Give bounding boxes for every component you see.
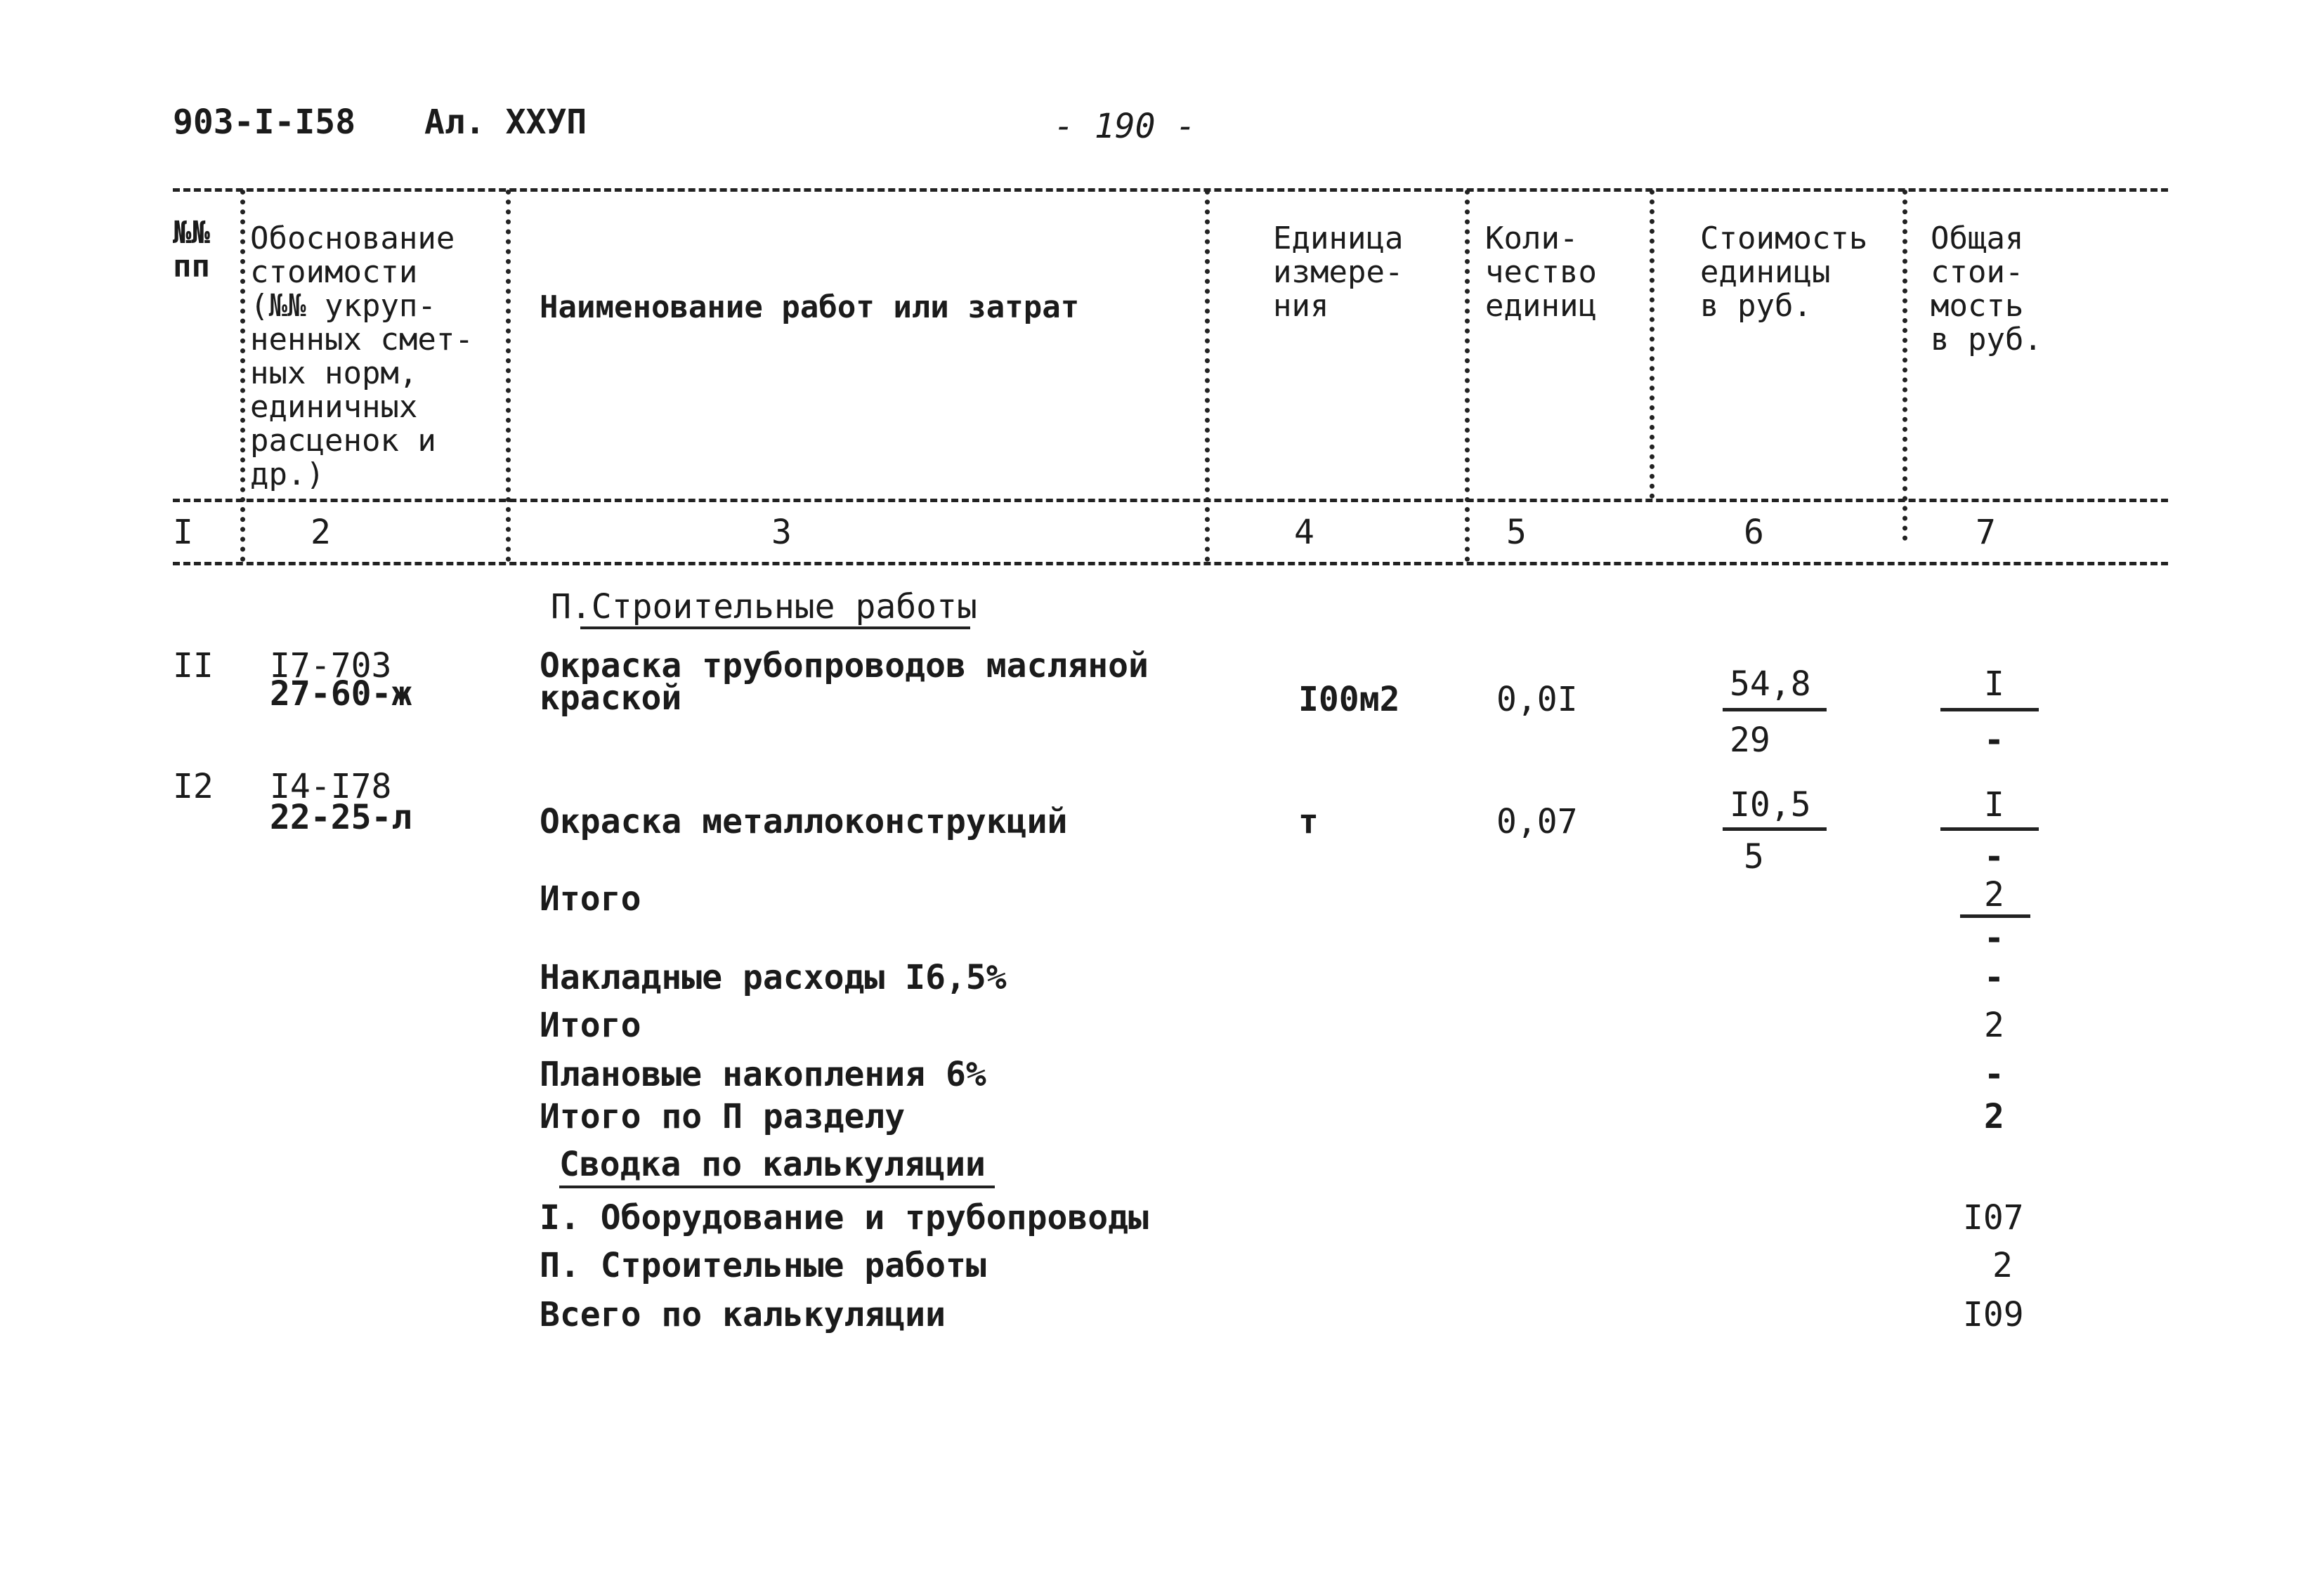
row-1-quantity: 0,0I [1496,680,1578,719]
row-1-unit-cost-fraction-bar [1723,708,1827,711]
summary-grand-total-label: Всего по калькуляции [540,1295,946,1334]
row-1-name-line-1: Окраска трубопроводов масляной [540,646,1149,685]
total-after-overhead-label: Итого [540,1006,641,1045]
row-2-unit-cost-fraction-bar [1723,827,1827,831]
header-col-unit-cost: Стоимость единицы в руб. [1700,221,1868,324]
summary-title-underline [559,1186,995,1188]
column-separator-3 [1205,190,1210,562]
row-1-total-numerator: I [1984,664,2004,704]
column-separator-2 [506,190,511,562]
row-1-basis-line-2: 27-60-ж [270,674,412,714]
column-separator-1 [240,190,245,562]
subtotal-fraction-bar [1960,914,2030,918]
header-col-basis: Обоснование стоимости (№№ укруп- ненных смет- ных норм, единичных расценок и др.) [250,221,474,492]
column-separator-6 [1902,190,1907,541]
row-1-basis-line-1: I7-703 [270,646,392,685]
section-total-value: 2 [1984,1097,2004,1136]
summary-equipment-label: I. Оборудование и трубопроводы [540,1198,1149,1237]
row-2-name: Окраска металлоконструкций [540,802,1068,841]
page-number: - 190 - [1054,107,1196,146]
header-col-quantity: Коли- чество единиц [1485,221,1597,324]
row-2-unit: т [1298,802,1319,841]
summary-title: Сводка по калькуляции [559,1145,986,1184]
row-2-unit-cost-denominator: 5 [1744,837,1764,876]
row-1-unit-cost-denominator: 29 [1730,721,1770,760]
row-1-total-fraction-bar [1940,708,2039,711]
header-bottom-rule [173,499,2168,502]
row-2-total-denominator: - [1984,837,2004,876]
row-2-number: I2 [173,767,214,806]
column-number-6: 6 [1744,513,1764,552]
table-top-rule [173,188,2168,192]
row-2-unit-cost-numerator: I0,5 [1730,785,1811,825]
summary-construction-label: П. Строительные работы [540,1246,986,1285]
column-number-4: 4 [1294,513,1314,552]
column-number-2: 2 [311,513,331,552]
header-col-name: Наименование работ или затрат [540,289,1080,325]
row-1-unit-cost-numerator: 54,8 [1730,664,1811,704]
subtotal-label: Итого [540,879,641,919]
document-code: 903-I-I58 [173,103,356,142]
row-1-unit: I00м2 [1298,680,1400,719]
header-col-number: №№ пп [173,215,210,284]
overhead-value: - [1984,958,2004,997]
summary-equipment-value: I07 [1963,1198,2024,1237]
column-separator-5 [1650,190,1654,499]
planned-savings-label: Плановые накопления 6% [540,1055,986,1094]
column-number-5: 5 [1506,513,1527,552]
row-1-number: II [173,646,214,685]
header-col-unit: Единица измере- ния [1273,221,1404,324]
subtotal-denominator: - [1984,919,2004,958]
column-number-3: 3 [771,513,792,552]
overhead-label: Накладные расходы I6,5% [540,958,1007,997]
section-title: П.Строительные работы [551,587,977,626]
row-2-total-numerator: I [1984,785,2004,825]
summary-construction-value: 2 [1992,1246,2013,1285]
section-total-label: Итого по П разделу [540,1097,906,1136]
column-separator-4 [1465,190,1470,562]
total-after-overhead-value: 2 [1984,1006,2004,1045]
row-2-basis-line-2: 22-25-л [270,798,412,837]
summary-grand-total-value: I09 [1963,1295,2024,1334]
album-number: Ал. XXУП [424,103,587,142]
column-number-1: I [173,513,193,552]
subtotal-numerator: 2 [1984,875,2004,914]
row-2-total-fraction-bar [1940,827,2039,831]
row-2-quantity: 0,07 [1496,802,1578,841]
column-numbers-bottom-rule [173,562,2168,565]
section-title-underline [580,626,970,629]
row-1-total-denominator: - [1984,721,2004,760]
row-1-name-line-2: краской [540,678,682,718]
column-number-7: 7 [1976,513,1996,552]
header-col-total-cost: Общая стои- мость в руб. [1931,221,2042,357]
planned-savings-value: - [1984,1055,2004,1094]
row-2-basis-line-1: I4-I78 [270,767,392,806]
